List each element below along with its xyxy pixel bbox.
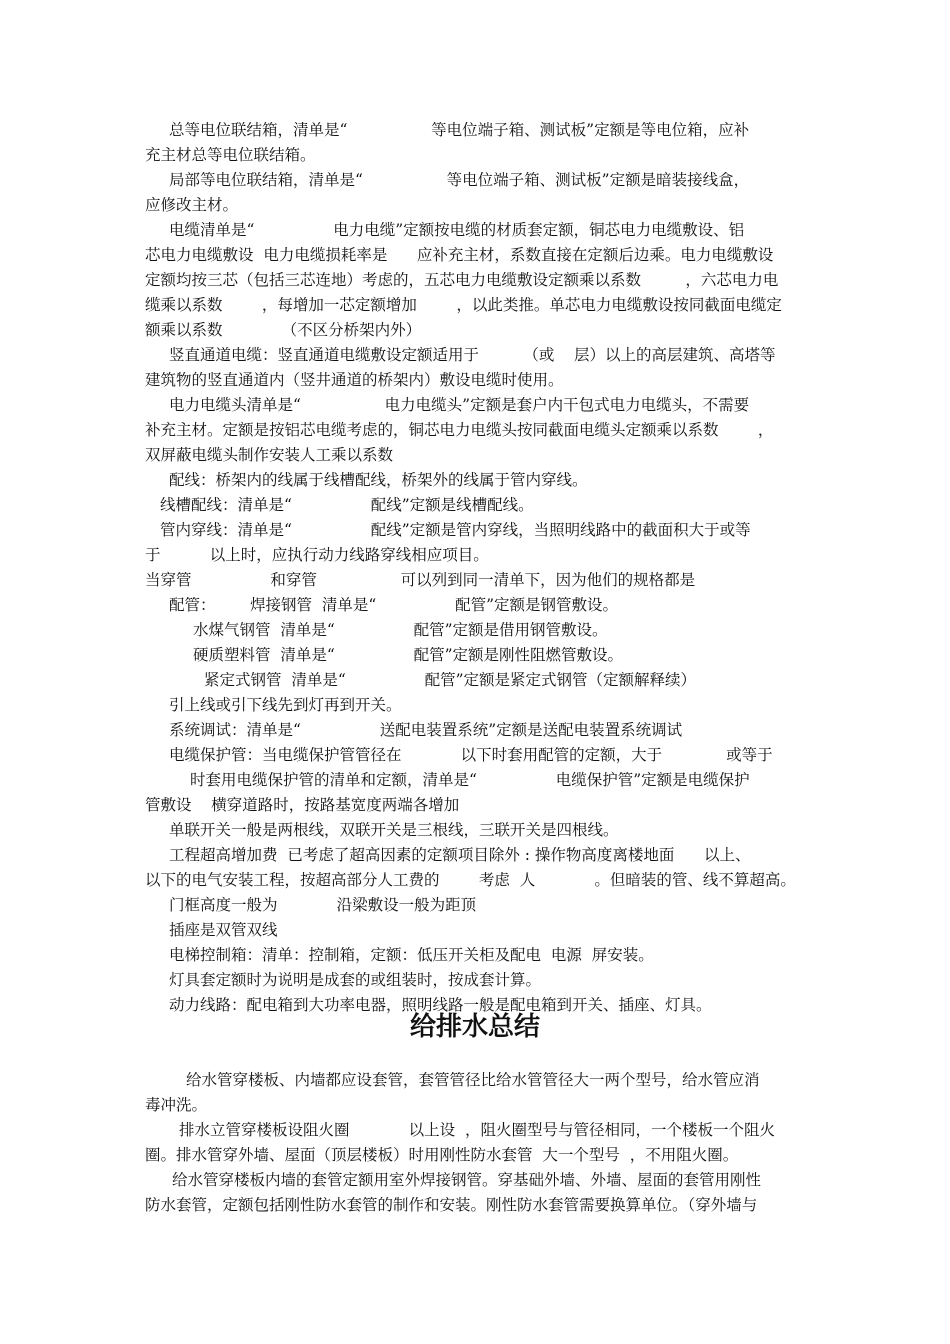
text-line: 给水管穿楼板内墙的套管定额用室外焊接钢管。穿基础外墙、外墙、屋面的套管用刚性 bbox=[172, 1171, 762, 1189]
text-line: 电缆保护管：当电缆保护管管径在 以下时套用配管的定额，大于 或等于 bbox=[169, 746, 773, 764]
text-line: 局部等电位联结箱，清单是“ 等电位端子箱、测试板”定额是暗装接线盒， bbox=[169, 171, 750, 189]
text-line: 给水管穿楼板、内墙都应设套管，套管管径比给水管管径大一两个型号，给水管应消 bbox=[186, 1071, 760, 1089]
section-title: 给排水总结 bbox=[409, 1012, 540, 1042]
text-line: 额乘以系数 （不区分桥架内外） bbox=[145, 321, 422, 339]
text-line: 竖直通道电缆：竖直通道电缆敷设定额适用于 （或 层）以上的高层建筑、高塔等 bbox=[169, 346, 776, 364]
text-line: 水煤气钢管 清单是“ 配管”定额是借用钢管敷设。 bbox=[193, 621, 608, 639]
text-line: 紧定式钢管 清单是“ 配管”定额是紧定式钢管（定额解释续） bbox=[204, 671, 697, 689]
text-line: 门框高度一般为 沿梁敷设一般为距顶 bbox=[169, 896, 477, 914]
text-line: 双屏蔽电缆头制作安装人工乘以系数 bbox=[145, 446, 394, 464]
text-line: 配线：桥架内的线属于线槽配线，桥架外的线属于管内穿线。 bbox=[169, 471, 588, 489]
text-line: 系统调试：清单是“ 送配电装置系统”定额是送配电装置系统调试 bbox=[169, 721, 683, 739]
text-line: 排水立管穿楼板设阻火圈 以上设 ，阻火圈型号与管径相同，一个楼板一个阻火 bbox=[179, 1121, 775, 1139]
text-line: 电缆清单是“ 电力电缆”定额按电缆的材质套定额，铜芯电力电缆敷设、铝 bbox=[169, 221, 745, 239]
text-line: 电梯控制箱：清单：控制箱，定额：低压开关柜及配电 电源 屏安装。 bbox=[169, 946, 654, 964]
text-line: 以下的电气安装工程，按超高部分人工费的 考虑 人 。但暗装的管、线不算超高。 bbox=[145, 871, 796, 889]
text-line: 灯具套定额时为说明是成套的或组装时，按成套计算。 bbox=[169, 971, 542, 989]
text-line: 补充主材。定额是按铝芯电缆考虑的，铜芯电力电缆头按同截面电缆头定额乘以系数 ， bbox=[145, 421, 774, 439]
text-line: 应修改主材。 bbox=[145, 196, 239, 214]
text-line: 于 以上时，应执行动力线路穿线相应项目。 bbox=[145, 546, 489, 564]
text-line: 总等电位联结箱，清单是“ 等电位端子箱、测试板”定额是等电位箱，应补 bbox=[169, 121, 750, 139]
text-line: 毒冲洗。 bbox=[145, 1096, 208, 1114]
text-line: 工程超高增加费 已考虑了超高因素的定额项目除外 : 操作物高度离楼地面 以上、 bbox=[169, 846, 751, 864]
text-line: 线槽配线：清单是“ 配线”定额是线槽配线。 bbox=[160, 496, 534, 514]
text-line: 插座是双管双线 bbox=[169, 921, 278, 939]
text-line: 充主材总等电位联结箱。 bbox=[145, 146, 316, 164]
text-line: 定额均按三芯（包括三芯连地）考虑的，五芯电力电缆敷设定额乘以系数 ，六芯电力电 bbox=[145, 271, 779, 289]
text-line: 管敷设 横穿道路时，按路基宽度两端各增加 bbox=[145, 796, 460, 814]
text-line: 管内穿线：清单是“ 配线”定额是管内穿线，当照明线路中的截面积大于或等 bbox=[160, 521, 751, 539]
text-line: 电力电缆头清单是“ 电力电缆头”定额是套户内干包式电力电缆头，不需要 bbox=[169, 396, 750, 414]
text-line: 当穿管 和穿管 可以列到同一清单下，因为他们的规格都是 bbox=[145, 571, 696, 589]
text-line: 缆乘以系数 ，每增加一芯定额增加 ，以此类推。单芯电力电缆敷设按同截面电缆定 bbox=[145, 296, 782, 314]
text-line: 圈。排水管穿外墙、屋面（顶层楼板）时用刚性防水套管 大一个型号 ，不用阻火圈。 bbox=[145, 1146, 739, 1164]
text-line: 建筑物的竖直通道内（竖井通道的桥架内）敷设电缆时使用。 bbox=[145, 371, 564, 389]
text-line: 配管： 焊接钢管 清单是“ 配管”定额是钢管敷设。 bbox=[169, 596, 619, 614]
text-line: 引上线或引下线先到灯再到开关。 bbox=[169, 696, 402, 714]
text-line: 硬质塑料管 清单是“ 配管”定额是刚性阻燃管敷设。 bbox=[193, 646, 624, 664]
text-line: 防水套管，定额包括刚性防水套管的制作和安装。刚性防水套管需要换算单位。（穿外墙与 bbox=[145, 1196, 758, 1214]
text-line: 时套用电缆保护管的清单和定额，清单是“ 电缆保护管”定额是电缆保护 bbox=[190, 771, 750, 789]
text-line: 单联开关一般是两根线，双联开关是三根线，三联开关是四根线。 bbox=[169, 821, 619, 839]
text-line: 芯电力电缆敷设 电力电缆损耗率是 应补充主材，系数直接在定额后边乘。电力电缆敷设 bbox=[145, 246, 774, 264]
text-line: 动力线路：配电箱到大功率电器，照明线路一般是配电箱到开关、插座、灯具。 bbox=[169, 996, 712, 1014]
